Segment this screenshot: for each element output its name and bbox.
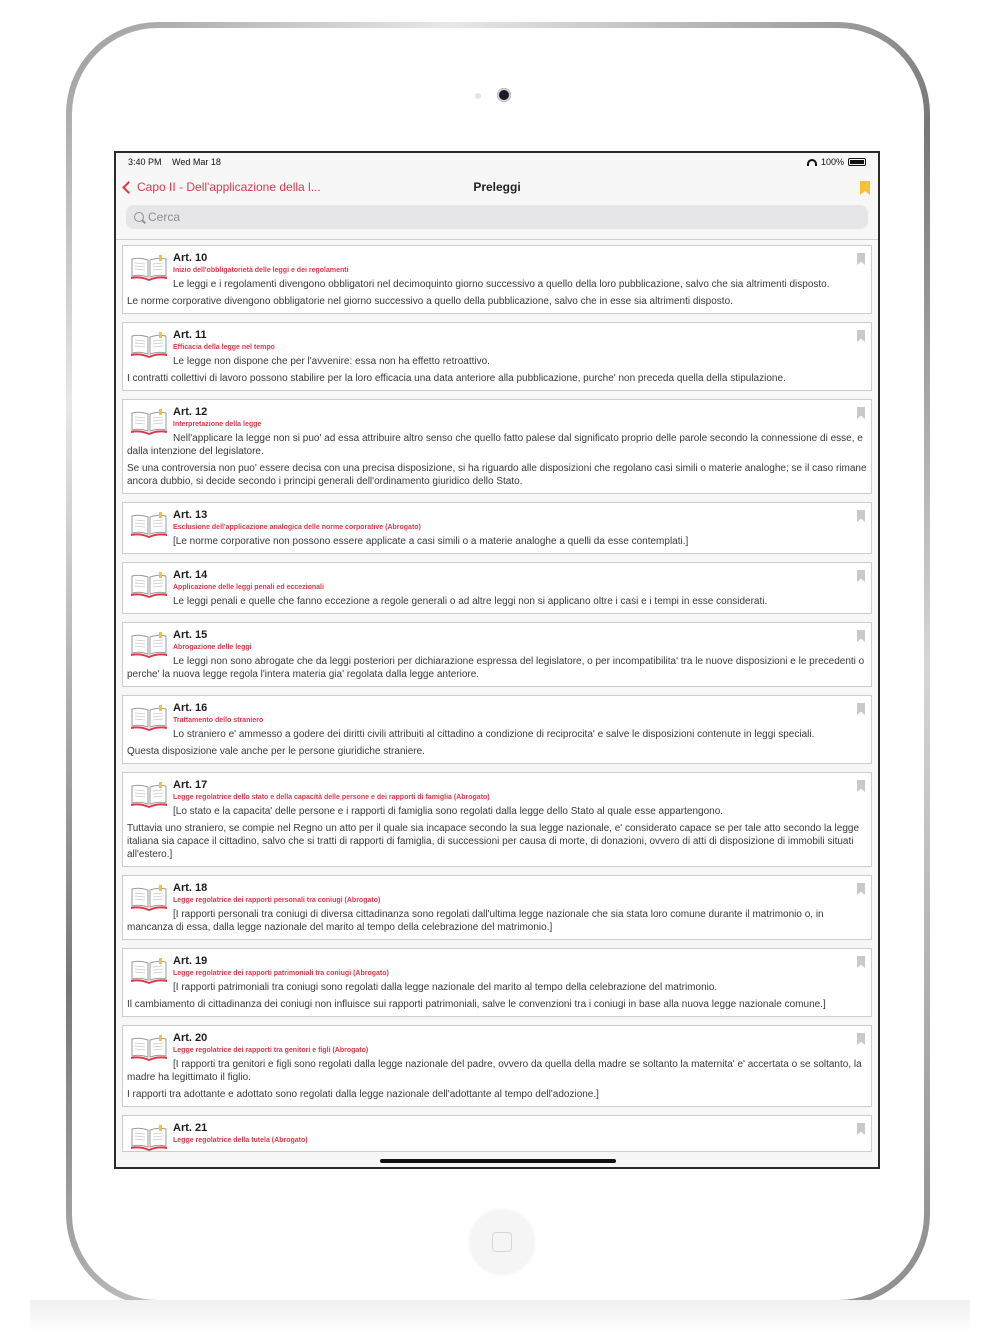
light-sensor xyxy=(475,93,481,99)
article-paragraph: [I rapporti patrimoniali tra coniugi sono regolati dalla legge nazionale del marito al tempo della celebrazione del matrimonio. xyxy=(173,982,718,993)
article-title: Art. 20 xyxy=(173,1032,208,1044)
article-title: Art. 16 xyxy=(173,702,208,714)
open-book-icon xyxy=(130,409,168,435)
battery-percent: 100% xyxy=(820,157,844,167)
article-paragraph: Nell'applicare la legge non si puo' ad essa attribuire altro senso che quello fatto palese dal significato proprio delle parole secondo la connessione di esse, e dalla intenzione del legislatore. xyxy=(127,433,863,457)
article-card[interactable] xyxy=(122,399,872,494)
article-title: Art. 10 xyxy=(173,252,208,264)
status-bar xyxy=(116,153,878,171)
home-button[interactable] xyxy=(470,1210,534,1274)
article-card[interactable] xyxy=(122,875,872,940)
open-book-icon xyxy=(130,255,168,281)
article-header xyxy=(173,406,867,430)
article-card[interactable] xyxy=(122,1115,872,1152)
open-book-icon xyxy=(130,632,168,658)
open-book-icon xyxy=(130,1035,168,1061)
article-subtitle: Legge regolatrice dei rapporti personali tra coniugi (Abrogato) xyxy=(173,897,381,904)
chevron-left-icon xyxy=(122,181,135,194)
article-header xyxy=(173,955,867,979)
back-button-label: Capo II - Dell'applicazione della l... xyxy=(137,180,321,194)
article-header xyxy=(173,702,867,726)
status-time: 3:40 PM xyxy=(128,157,162,167)
article-card[interactable] xyxy=(122,502,872,554)
article-header xyxy=(173,509,867,533)
article-paragraph: Lo straniero e' ammesso a godere dei diritti civili attribuiti al cittadino a condizione di reciprocita' e salve le disposizioni contenute in leggi speciali. xyxy=(173,729,815,740)
article-paragraph: Le legge non dispone che per l'avvenire: essa non ha effetto retroattivo. xyxy=(173,356,490,367)
article-card[interactable] xyxy=(122,695,872,764)
article-subtitle: Efficacia della legge nel tempo xyxy=(173,344,275,351)
open-book-icon xyxy=(130,958,168,984)
article-paragraph: Le leggi penali e quelle che fanno eccezione a regole generali o ad altre leggi non si applicano oltre i casi e i tempi in esse considerati. xyxy=(173,596,768,607)
article-paragraph: I rapporti tra adottante e adottato sono regolati dalla legge nazionale dell'adottante al tempo dell'adozione.] xyxy=(127,1089,599,1100)
article-title: Art. 13 xyxy=(173,509,208,521)
article-card[interactable] xyxy=(122,948,872,1017)
article-title: Art. 14 xyxy=(173,569,208,581)
article-paragraph: Questa disposizione vale anche per le persone giuridiche straniere. xyxy=(127,746,425,757)
wifi-icon xyxy=(807,159,817,166)
back-button[interactable] xyxy=(122,180,321,194)
device-reflection xyxy=(30,1300,970,1334)
article-card[interactable] xyxy=(122,562,872,614)
article-subtitle: Legge regolatrice dei rapporti tra genitori e figli (Abrogato) xyxy=(173,1047,369,1054)
battery-icon xyxy=(848,158,866,166)
front-camera-icon xyxy=(497,88,511,102)
open-book-icon xyxy=(130,512,168,538)
article-subtitle: Applicazione delle leggi penali ed eccezionali xyxy=(173,584,324,591)
article-subtitle: Esclusione dell'applicazione analogica delle norme corporative (Abrogato) xyxy=(173,524,421,531)
search-input[interactable] xyxy=(126,205,868,229)
article-paragraph: Le norme corporative divengono obbligatorie nel giorno successivo a quello della pubblicazione, salvo che in esse sia altrimenti disposto. xyxy=(127,296,733,307)
open-book-icon xyxy=(130,705,168,731)
navigation-bar xyxy=(116,171,878,203)
article-title: Art. 17 xyxy=(173,779,208,791)
article-card[interactable] xyxy=(122,322,872,391)
article-title: Art. 11 xyxy=(173,329,207,341)
article-title: Art. 15 xyxy=(173,629,208,641)
article-title: Art. 21 xyxy=(173,1122,208,1134)
article-paragraph: [I rapporti tra genitori e figli sono regolati dalla legge nazionale del padre, ovvero da quella della madre se soltanto la maternita' e' accertata o se soltanto, la madre ha legittimato il figlio. xyxy=(127,1059,862,1083)
article-subtitle: Trattamento dello straniero xyxy=(173,717,264,724)
article-paragraph: [Le norme corporative non possono essere applicate a casi simili o a materie analoghe a quelli da esse contemplati.] xyxy=(173,536,689,547)
article-subtitle: Legge regolatrice dei rapporti patrimoniali tra coniugi (Abrogato) xyxy=(173,970,389,977)
article-card[interactable] xyxy=(122,772,872,867)
article-header xyxy=(173,779,867,803)
open-book-icon xyxy=(130,885,168,911)
article-header xyxy=(173,629,867,653)
app-screen xyxy=(114,151,880,1169)
article-header xyxy=(173,882,867,906)
article-card[interactable] xyxy=(122,245,872,314)
article-paragraph: Tuttavia uno straniero, se compie nel Regno un atto per il quale sia incapace secondo la sua legge nazionale, e' considerato capace se per tale atto secondo la legge italiana sia capace il cittadino, salvo che si tratti di rapporti di famiglia, di successioni per causa di morte, di donazioni, ovvero di atti di disposizione di immobili situati all'estero.] xyxy=(127,823,860,860)
article-subtitle: Abrogazione delle leggi xyxy=(173,644,252,651)
article-subtitle: Inizio dell'obbligatorietà delle leggi e dei regolamenti xyxy=(173,267,349,274)
article-title: Art. 19 xyxy=(173,955,208,967)
article-paragraph: [I rapporti personali tra coniugi di diversa cittadinanza sono regolati dall'ultima legge nazionale che sia stata loro comune durante il matrimonio o, in mancanza di essa, dalla legge nazionale del marito al tempo della celebrazione del matrimonio.] xyxy=(127,909,824,933)
article-paragraph: Se una controversia non puo' essere decisa con una precisa disposizione, si ha riguardo alle disposizioni che regolano casi simili o materie analoghe; se il caso rimane ancora dubbio, si decide secondo i principi generali dell'ordinamento giuridico dello Stato. xyxy=(127,463,867,487)
article-list xyxy=(116,240,878,1152)
article-paragraph: I contratti collettivi di lavoro possono stabilire per la loro efficacia una data anteriore alla pubblicazione, purche' non preceda quella della stipulazione. xyxy=(127,373,786,384)
status-date: Wed Mar 18 xyxy=(172,157,221,167)
search-icon xyxy=(134,212,144,222)
bookmarks-icon[interactable] xyxy=(860,181,870,195)
article-paragraph: Le leggi e i regolamenti divengono obbligatori nel decimoquinto giorno successivo a quello della loro pubblicazione, salvo che sia altrimenti disposto. xyxy=(173,279,830,290)
article-subtitle: Legge regolatrice della tutela (Abrogato) xyxy=(173,1137,308,1144)
article-header xyxy=(173,252,867,276)
article-card[interactable] xyxy=(122,1025,872,1107)
open-book-icon xyxy=(130,332,168,358)
article-card[interactable] xyxy=(122,622,872,687)
article-header xyxy=(173,569,867,593)
open-book-icon xyxy=(130,782,168,808)
search-placeholder: Cerca xyxy=(148,210,181,224)
home-indicator[interactable] xyxy=(380,1159,616,1163)
article-paragraph: Le leggi non sono abrogate che da leggi posteriori per dichiarazione espressa del legislatore, o per incompatibilita' tra le nuove disposizioni e le precedenti o perche' la nuova legge regola l'intera materia gia' regolata dalla legge anteriore. xyxy=(127,656,865,680)
article-title: Art. 18 xyxy=(173,882,208,894)
article-paragraph: Il cambiamento di cittadinanza dei coniugi non influisce sui rapporti patrimoniali, salve le convenzioni tra i coniugi in base alla nuova legge nazionale comune.] xyxy=(127,999,826,1010)
page-title: Preleggi xyxy=(473,180,521,194)
article-header xyxy=(173,329,867,353)
open-book-icon xyxy=(130,1125,168,1151)
article-paragraph: [Lo stato e la capacita' delle persone e i rapporti di famiglia sono regolati dalla legge dello Stato al quale esse appartengono. xyxy=(173,806,724,817)
open-book-icon xyxy=(130,572,168,598)
article-title: Art. 12 xyxy=(173,406,208,418)
article-subtitle: Interpretazione della legge xyxy=(173,421,262,428)
article-header xyxy=(173,1032,867,1056)
article-subtitle: Legge regolatrice dello stato e della capacità delle persone e dei rapporti di famiglia (Abrogato) xyxy=(173,794,490,801)
article-header xyxy=(173,1122,867,1146)
